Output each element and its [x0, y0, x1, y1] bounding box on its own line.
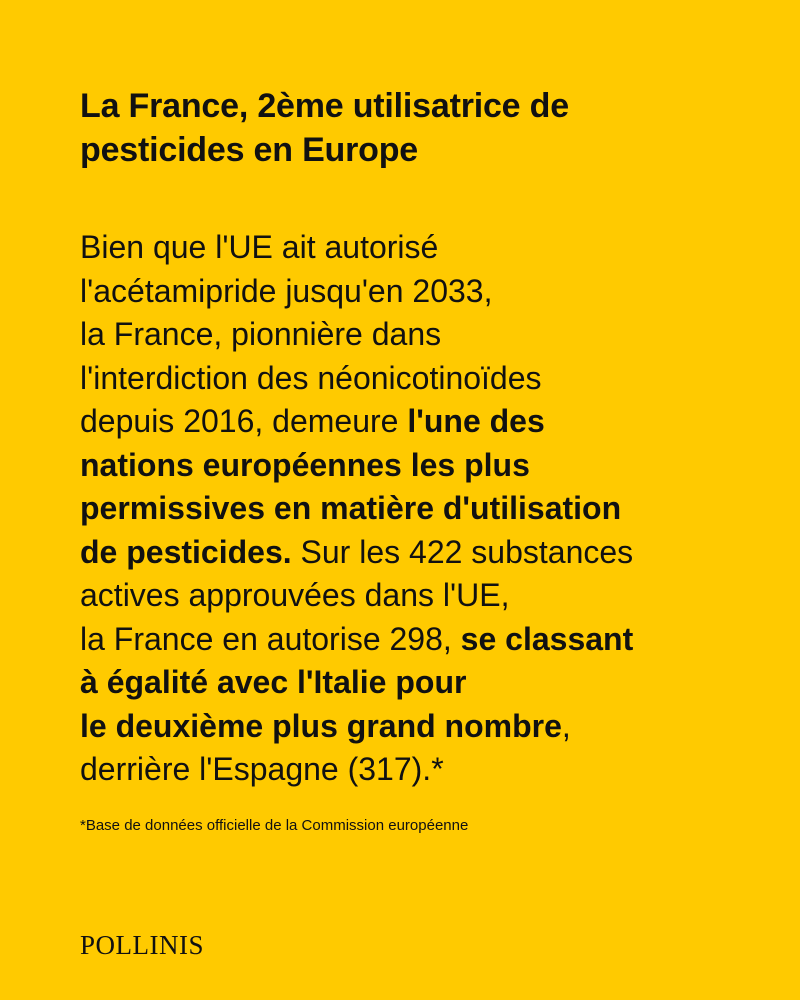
body-text-bold: l'une des: [407, 403, 545, 439]
body-text-bold: le deuxième plus grand nombre: [80, 707, 562, 744]
body-line: [80, 400, 770, 444]
body-line: actives approuvées dans l'UE,: [80, 577, 510, 613]
body-text-normal: la France en autorise 298,: [80, 620, 461, 657]
body-text-bold: de pesticides.: [80, 533, 292, 570]
footnote: *Base de données officielle de la Commission européenne: [80, 817, 469, 834]
body-line: [80, 705, 770, 749]
page-title: [80, 84, 740, 172]
title-line: pesticides en Europe: [80, 131, 418, 169]
body-paragraph: [80, 226, 770, 792]
body-line: [80, 531, 770, 575]
body-line: derrière l'Espagne (317).*: [80, 751, 444, 787]
body-text-normal: Sur les 422 substances: [291, 533, 634, 570]
body-line: l'interdiction des néonicotinoïdes: [80, 359, 542, 396]
title-line: La France, 2ème utilisatrice de: [80, 87, 569, 125]
body-line: la France, pionnière dans: [80, 316, 442, 352]
body-line: [80, 661, 770, 705]
body-line: [80, 618, 770, 662]
body-text-normal: depuis 2016, demeure: [80, 403, 408, 439]
pollinis-logo: POLLINIS: [80, 930, 204, 960]
body-text-bold: se classant: [460, 620, 634, 657]
body-text-bold: nations européennes les plus: [80, 446, 530, 483]
body-line: l'acétamipride jusqu'en 2033,: [80, 272, 493, 309]
body-text-normal: ,: [561, 707, 571, 744]
body-text-bold: permissives en matière d'utilisation: [80, 490, 622, 526]
body-text-bold: à égalité avec l'Italie pour: [80, 664, 467, 700]
body-line: [80, 444, 770, 488]
body-line: [80, 487, 770, 531]
body-line: Bien que l'UE ait autorisé: [80, 229, 439, 265]
